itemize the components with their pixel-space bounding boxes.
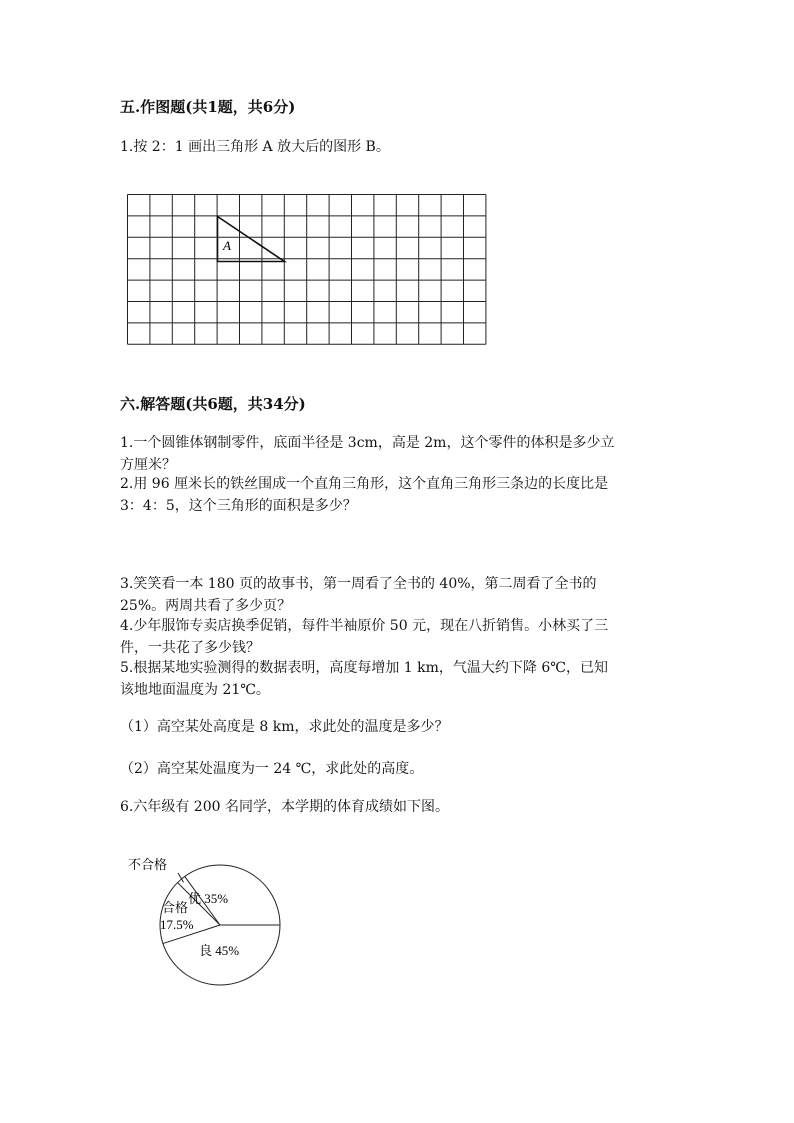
question-5-line-2: 该地地面温度为 21℃。	[120, 682, 270, 698]
question-1-line-1: 1.一个圆锥体钢制零件，底面半径是 3cm，高是 2m，这个零件的体积是多少立	[120, 435, 615, 451]
question-6: 6.六年级有 200 名同学，本学期的体育成绩如下图。	[120, 799, 449, 815]
section-six-heading: 六.解答题(共6题，共34分)	[120, 395, 306, 413]
section-five-heading: 五.作图题(共1题，共6分)	[120, 98, 296, 116]
grid-figure	[125, 194, 491, 349]
label-hege-name: 合格	[162, 900, 189, 915]
question-2-line-1: 2.用 96 厘米长的铁丝围成一个直角三角形，这个直角三角形三条边的长度比是	[120, 476, 609, 492]
question-3-line-1: 3.笑笑看一本 180 页的故事书，第一周看了全书的 40%，第二周看了全书的	[120, 576, 597, 592]
question-1-line-2: 方厘米？	[120, 457, 176, 473]
question-4-line-2: 件，一共花了多少钱？	[120, 640, 260, 656]
question-2-line-2: 3：4：5，这个三角形的面积是多少？	[120, 498, 357, 514]
label-you: 优 35%	[188, 891, 229, 906]
question-3-line-2: 25%。两周共看了多少页？	[120, 598, 292, 614]
label-liang: 良 45%	[199, 943, 240, 958]
triangle-a-label: A	[223, 238, 231, 253]
question-4-line-1: 4.少年服饰专卖店换季促销，每件半袖原价 50 元，现在八折销售。小林买了三	[120, 618, 609, 634]
question-5-line-1: 5.根据某地实验测得的数据表明，高度每增加 1 km，气温大约下降 6℃，已知	[120, 660, 608, 676]
question-5-sub-2: （2）高空某处温度为一 24 ℃，求此处的高度。	[120, 761, 424, 777]
question-5-sub-1: （1）高空某处高度是 8 km，求此处的温度是多少？	[120, 719, 449, 735]
label-buhege: 不合格	[128, 857, 168, 872]
section-five-question-1: 1.按 2：1 画出三角形 A 放大后的图形 B。	[120, 139, 390, 155]
pie-chart	[120, 845, 300, 995]
label-hege-value: 17.5%	[160, 917, 194, 932]
